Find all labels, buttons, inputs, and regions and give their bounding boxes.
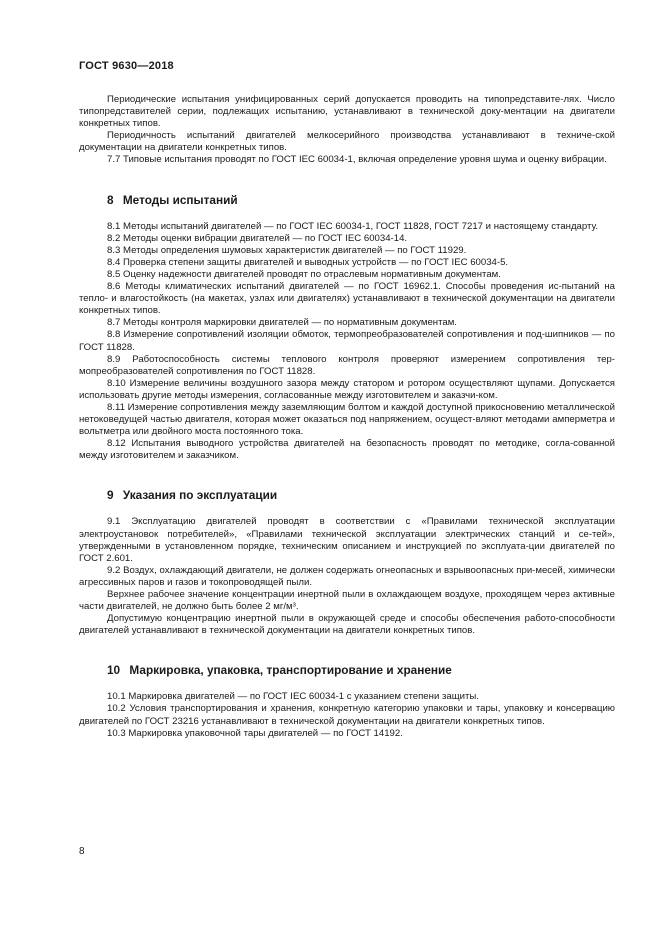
paragraph: 8.4 Проверка степени защиты двигателей и выводных устройств — по ГОСТ IEC 60034-5.	[107, 256, 509, 268]
paragraph: Верхнее рабочее значение концентрации инертной пыли в охлаждающем воздухе, проходящем через активные части двигателей, не должно быть более 2 мг/м³.	[79, 589, 615, 613]
paragraph: 8.7 Методы контроля маркировки двигателей — по нормативным документам.	[107, 317, 457, 329]
paragraph: 10.1 Маркировка двигателей — по ГОСТ IEC 60034-1 с указанием степени защиты.	[107, 691, 479, 703]
section-number: 10	[107, 663, 121, 678]
paragraph: 10.2 Условия транспортирования и хранения, конкретную категорию упаковки и тары, упаковку и консервацию двигателей по ГОСТ 23216 устанавливают в технической документации на двигатели конкретных типов.	[79, 703, 615, 727]
paragraph: 9.2 Воздух, охлаждающий двигатели, не должен содержать огнеопасных и взрывоопасных при-месей, химически агрессивных паров и газов и токопроводящей пыли.	[79, 564, 615, 588]
section-number: 8	[107, 192, 114, 207]
paragraph: 7.7 Типовые испытания проводят по ГОСТ IEC 60034-1, включая определение уровня шума и оценку вибрации.	[107, 154, 607, 166]
document-header: ГОСТ 9630—2018	[79, 60, 174, 72]
section-heading-8	[79, 193, 615, 207]
section-title: Маркировка, упаковка, транспортирование и хранение	[129, 663, 452, 678]
paragraph: 8.10 Измерение величины воздушного зазора между статором и ротором осуществляют щупами. Допускается использовать другие методы измерения, согласованные между изготовителем и заказчи-ком.	[79, 377, 615, 401]
paragraph: Допустимую концентрацию инертной пыли в окружающей среде и способы обеспечения работо-способности двигателей устанавливают в технической документации на двигатели конкретных типов.	[79, 613, 615, 637]
section-heading-10	[79, 663, 615, 677]
paragraph: 10.3 Маркировка упаковочной тары двигателей — по ГОСТ 14192.	[107, 727, 403, 739]
paragraph: 8.12 Испытания выводного устройства двигателей на безопасность проводят по методике, согла-сованной между изготовителем и заказчиком.	[79, 438, 615, 462]
paragraph: Периодические испытания унифицированных серий допускается проводить на типопредставите-лях. Число типопредставителей серии, подлежащих испытанию, устанавливают в технической доку-ментации на двигатели конкретных типов.	[79, 94, 615, 130]
paragraph: 8.9 Работоспособность системы теплового контроля проверяют измерением сопротивления тер-мопреобразователей сопротивления по ГОСТ 11828.	[79, 353, 615, 377]
paragraph: 8.2 Методы оценки вибрации двигателей — по ГОСТ IEC 60034-14.	[107, 232, 408, 244]
section-number: 9	[107, 488, 114, 503]
paragraph: 9.1 Эксплуатацию двигателей проводят в соответствии с «Правилами технической эксплуатации электроустановок потребителей», «Правилами технической эксплуатации электрических станций и се-тей», утвержденными в установленном порядке, техническим описанием и инструкцией по эксплуата-ции двигателей по ГОСТ 2.601.	[79, 516, 615, 564]
paragraph: 8.5 Оценку надежности двигателей проводят по отраслевым нормативным документам.	[107, 268, 501, 280]
document-body	[79, 94, 615, 740]
paragraph: 8.3 Методы определения шумовых характеристик двигателей — по ГОСТ 11929.	[107, 244, 467, 256]
paragraph: 8.11 Измерение сопротивления между заземляющим болтом и каждой доступной прикосновению металлической нетоковедущей частью двигателя, которая может оказаться под напряжением, осущест-вляют методами амперметра и вольтметра или двойного моста постоянного тока.	[79, 401, 615, 438]
paragraph: 8.1 Методы испытаний двигателей — по ГОСТ IEC 60034-1, ГОСТ 11828, ГОСТ 7217 и настоящему стандарту.	[107, 220, 599, 232]
paragraph: 8.8 Измерение сопротивлений изоляции обмоток, термопреобразователей сопротивления и под-шипников — по ГОСТ 11828.	[79, 329, 615, 353]
section-title: Методы испытаний	[122, 192, 238, 207]
paragraph: Периодичность испытаний двигателей мелкосерийного производства устанавливают в техниче-ской документации на двигатели конкретных типов.	[79, 130, 615, 154]
section-heading-9	[79, 488, 615, 502]
section-title: Указания по эксплуатации	[122, 488, 278, 503]
paragraph: 8.6 Методы климатических испытаний двигателей — по ГОСТ 16962.1. Способы проведения ис-пытаний на тепло- и влагостойкость (на макетах, узлах или двигателях) устанавливают в технической документации на двигатели конкретных типов.	[79, 281, 615, 317]
page-number: 8	[79, 846, 85, 857]
